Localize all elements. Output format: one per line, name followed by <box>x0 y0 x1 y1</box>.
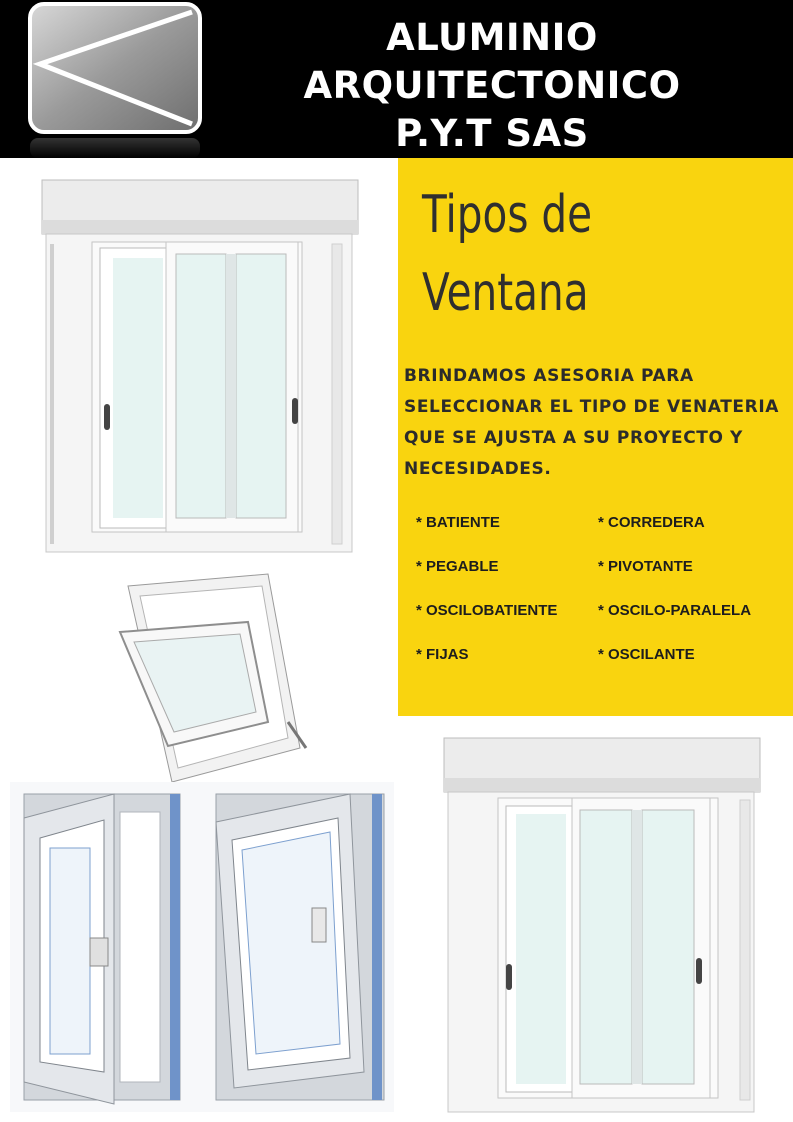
company-logo <box>22 0 208 158</box>
window-type-item: * CORREDERA <box>598 514 705 531</box>
window-type-item: * FIJAS <box>416 646 469 663</box>
panel-title-line2: Ventana <box>422 263 589 323</box>
header-banner <box>0 0 793 158</box>
company-name <box>212 14 772 158</box>
roof-window-image <box>118 572 308 784</box>
description-line: QUE SE AJUSTA A SU PROYECTO Y <box>404 428 743 448</box>
info-panel <box>398 158 793 716</box>
tilt-turn-windows-image <box>10 782 394 1112</box>
window-type-item: * OSCILOBATIENTE <box>416 602 558 619</box>
window-type-item: * PEGABLE <box>416 558 499 575</box>
window-type-item: * BATIENTE <box>416 514 500 531</box>
panel-title <box>422 176 592 332</box>
description-line: SELECCIONAR EL TIPO DE VENATERIA <box>404 397 779 417</box>
description-line: BRINDAMOS ASESORIA PARA <box>404 366 694 386</box>
company-name-line2: P.Y.T SAS <box>395 112 589 155</box>
sliding-window-image <box>40 178 362 554</box>
company-name-line1: ALUMINIO ARQUITECTONICO <box>303 16 681 107</box>
window-type-item: * PIVOTANTE <box>598 558 693 575</box>
window-type-item: * OSCILO-PARALELA <box>598 602 752 619</box>
sliding-window-image-2 <box>440 736 766 1116</box>
description-line: NECESIDADES. <box>404 459 552 479</box>
panel-description <box>404 361 793 485</box>
window-type-item: * OSCILANTE <box>598 646 695 663</box>
panel-title-line1: Tipos de <box>422 185 593 245</box>
